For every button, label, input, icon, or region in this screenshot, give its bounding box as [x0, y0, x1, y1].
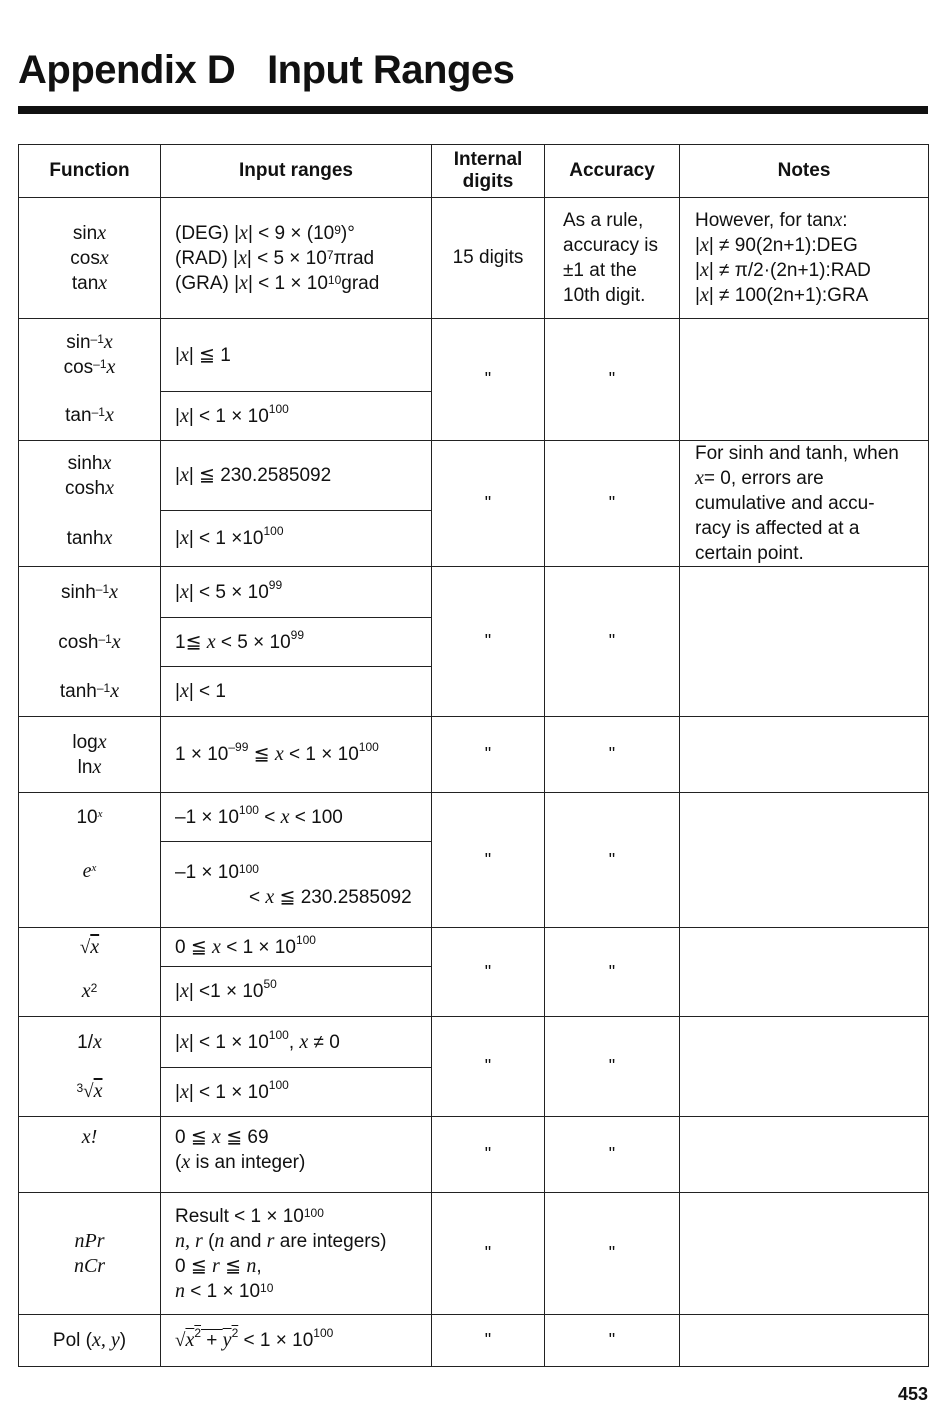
internal-digits-cell: ": [432, 1193, 545, 1315]
notes-cell: [680, 1117, 929, 1193]
sqrt-icon: √: [175, 1330, 186, 1351]
internal-digits-cell: ": [432, 567, 545, 717]
accuracy-cell: ": [545, 1117, 680, 1193]
notes-cell: [680, 793, 929, 928]
function-cell: 10$^x$: [19, 793, 161, 842]
range-cell: $|x| < 5 \times 10^{99}$: [161, 567, 432, 618]
range-cell: $-1 \times 10^{100} < x < 100$: [161, 793, 432, 842]
internal-digits-cell: ": [432, 441, 545, 567]
accuracy-cell: ": [545, 928, 680, 1017]
accuracy-cell: ": [545, 1017, 680, 1117]
range-cell: Result < $1 \times 10^{100}$ n, r (n and r are integers) 0 ≦ r ≦ n, $n < 1 \times 10^{10}$: [161, 1193, 432, 1315]
notes-cell: [680, 1017, 929, 1117]
header-internal-digits: Internal digits: [432, 145, 545, 198]
table-row-reciprocal: [19, 1017, 929, 1068]
table-row-inverse-trig-a: [19, 319, 929, 392]
range-cell: (DEG) $|x| < 9 \times (10^9)^\circ$ (RAD) $|x| < 5 \times 10^7\pi rad$ (GRA) $|x| < 1 \times 10^{10}grad$: [161, 198, 432, 319]
internal-digits-cell: ": [432, 793, 545, 928]
table-row-pol: [19, 1315, 929, 1367]
notes-cell: However, for tanx: |x| ≠ 90(2n+1):DEG |x| ≠ π/2·(2n+1):RAD |x| ≠ 100(2n+1):GRA: [680, 198, 929, 319]
internal-digits-cell: ": [432, 1117, 545, 1193]
notes-cell: [680, 1193, 929, 1315]
range-cell: $|x| < 1 \times 10^{100}$: [161, 511, 432, 567]
accuracy-cell: ": [545, 1193, 680, 1315]
range-cell: |x| < 1: [161, 667, 432, 717]
function-cell: $\cosh^{-1}x$: [19, 618, 161, 667]
accuracy-cell: ": [545, 793, 680, 928]
header-row: [19, 145, 929, 198]
function-cell: logx lnx: [19, 717, 161, 793]
internal-digits-cell: ": [432, 1017, 545, 1117]
page-number: 453: [897, 1384, 928, 1404]
table-row-perm-comb: [19, 1193, 929, 1315]
range-cell: 0 ≦ $x < 1 \times 10^{100}$: [161, 928, 432, 967]
input-ranges-table: [18, 144, 929, 1367]
accuracy-cell: ": [545, 1315, 680, 1367]
function-cell: $\sin^{-1}x$ $\cos^{-1}x$: [19, 319, 161, 392]
internal-digits-cell: ": [432, 319, 545, 441]
function-cell: $\tanh^{-1}x$: [19, 667, 161, 717]
table-row-hyperbolic-a: [19, 441, 929, 511]
table-row-exp-a: [19, 793, 929, 842]
range-cell: |x| ≦ 1: [161, 319, 432, 392]
range-cell: $|x| <1 \times 10^{50}$: [161, 967, 432, 1017]
header-notes: Notes: [680, 145, 929, 198]
accuracy-cell: ": [545, 319, 680, 441]
function-cell: 1/x: [19, 1017, 161, 1068]
internal-digits-cell: ": [432, 717, 545, 793]
function-cell: $\tan^{-1}x$: [19, 392, 161, 441]
function-cell: Pol (x, y): [19, 1315, 161, 1367]
cube-root-icon: √: [83, 1081, 94, 1103]
range-cell: $|x| < 1 \times 10^{100}$, x ≠ 0: [161, 1017, 432, 1068]
table-row-inverse-hyperbolic-a: [19, 567, 929, 618]
header-input-ranges: Input ranges: [161, 145, 432, 198]
range-cell: $|x| < 1 \times 10^{100}$: [161, 1068, 432, 1117]
notes-cell: [680, 928, 929, 1017]
header-function: Function: [19, 145, 161, 198]
range-cell: $1 \times 10^{-99}$ ≦ $x < 1 \times 10^{100}$: [161, 717, 432, 793]
function-cell: $x^2$: [19, 967, 161, 1017]
function-cell: sinhx coshx: [19, 441, 161, 511]
function-cell: tanhx: [19, 511, 161, 567]
function-cell: nPr nCr: [19, 1193, 161, 1315]
internal-digits-cell: ": [432, 928, 545, 1017]
accuracy-cell: ": [545, 717, 680, 793]
accuracy-cell: ": [545, 441, 680, 567]
notes-cell: For sinh and tanh, when x= 0, errors are cumulative and accu- racy is affected at a certain point.: [680, 441, 929, 567]
function-cell: $\sinh^{-1}x$: [19, 567, 161, 618]
range-cell: $-1 \times 10^{100}$ < x ≦ 230.2585092: [161, 842, 432, 928]
function-cell: $e^x$: [19, 842, 161, 928]
header-accuracy: Accuracy: [545, 145, 680, 198]
range-cell: $|x| < 1 \times 10^{100}$: [161, 392, 432, 441]
internal-digits-cell: ": [432, 1315, 545, 1367]
function-cell: sinx cosx tanx: [19, 198, 161, 319]
page-title: Appendix D Input Ranges: [18, 48, 515, 92]
function-cell: $^3$√x: [19, 1068, 161, 1117]
accuracy-cell: ": [545, 567, 680, 717]
table-row-sqrt: [19, 928, 929, 967]
accuracy-cell: As a rule, accuracy is ±1 at the 10th digit.: [545, 198, 680, 319]
notes-cell: [680, 567, 929, 717]
range-cell: $√x^2 + y^2 < 1 \times 10^{100}$: [161, 1315, 432, 1367]
function-cell: √x: [19, 928, 161, 967]
title-rule: [18, 106, 928, 114]
notes-cell: [680, 319, 929, 441]
range-cell: 1≦ $x < 5 \times 10^{99}$: [161, 618, 432, 667]
range-cell: 0 ≦ x ≦ 69 (x is an integer): [161, 1117, 432, 1193]
table-row-log: [19, 717, 929, 793]
internal-digits-cell: 15 digits: [432, 198, 545, 319]
sqrt-icon: √: [79, 936, 91, 958]
function-cell: x!: [19, 1117, 161, 1193]
table-row-factorial: [19, 1117, 929, 1193]
notes-cell: [680, 717, 929, 793]
range-cell: |x| ≦ 230.2585092: [161, 441, 432, 511]
table-row-trig: [19, 198, 929, 319]
notes-cell: [680, 1315, 929, 1367]
